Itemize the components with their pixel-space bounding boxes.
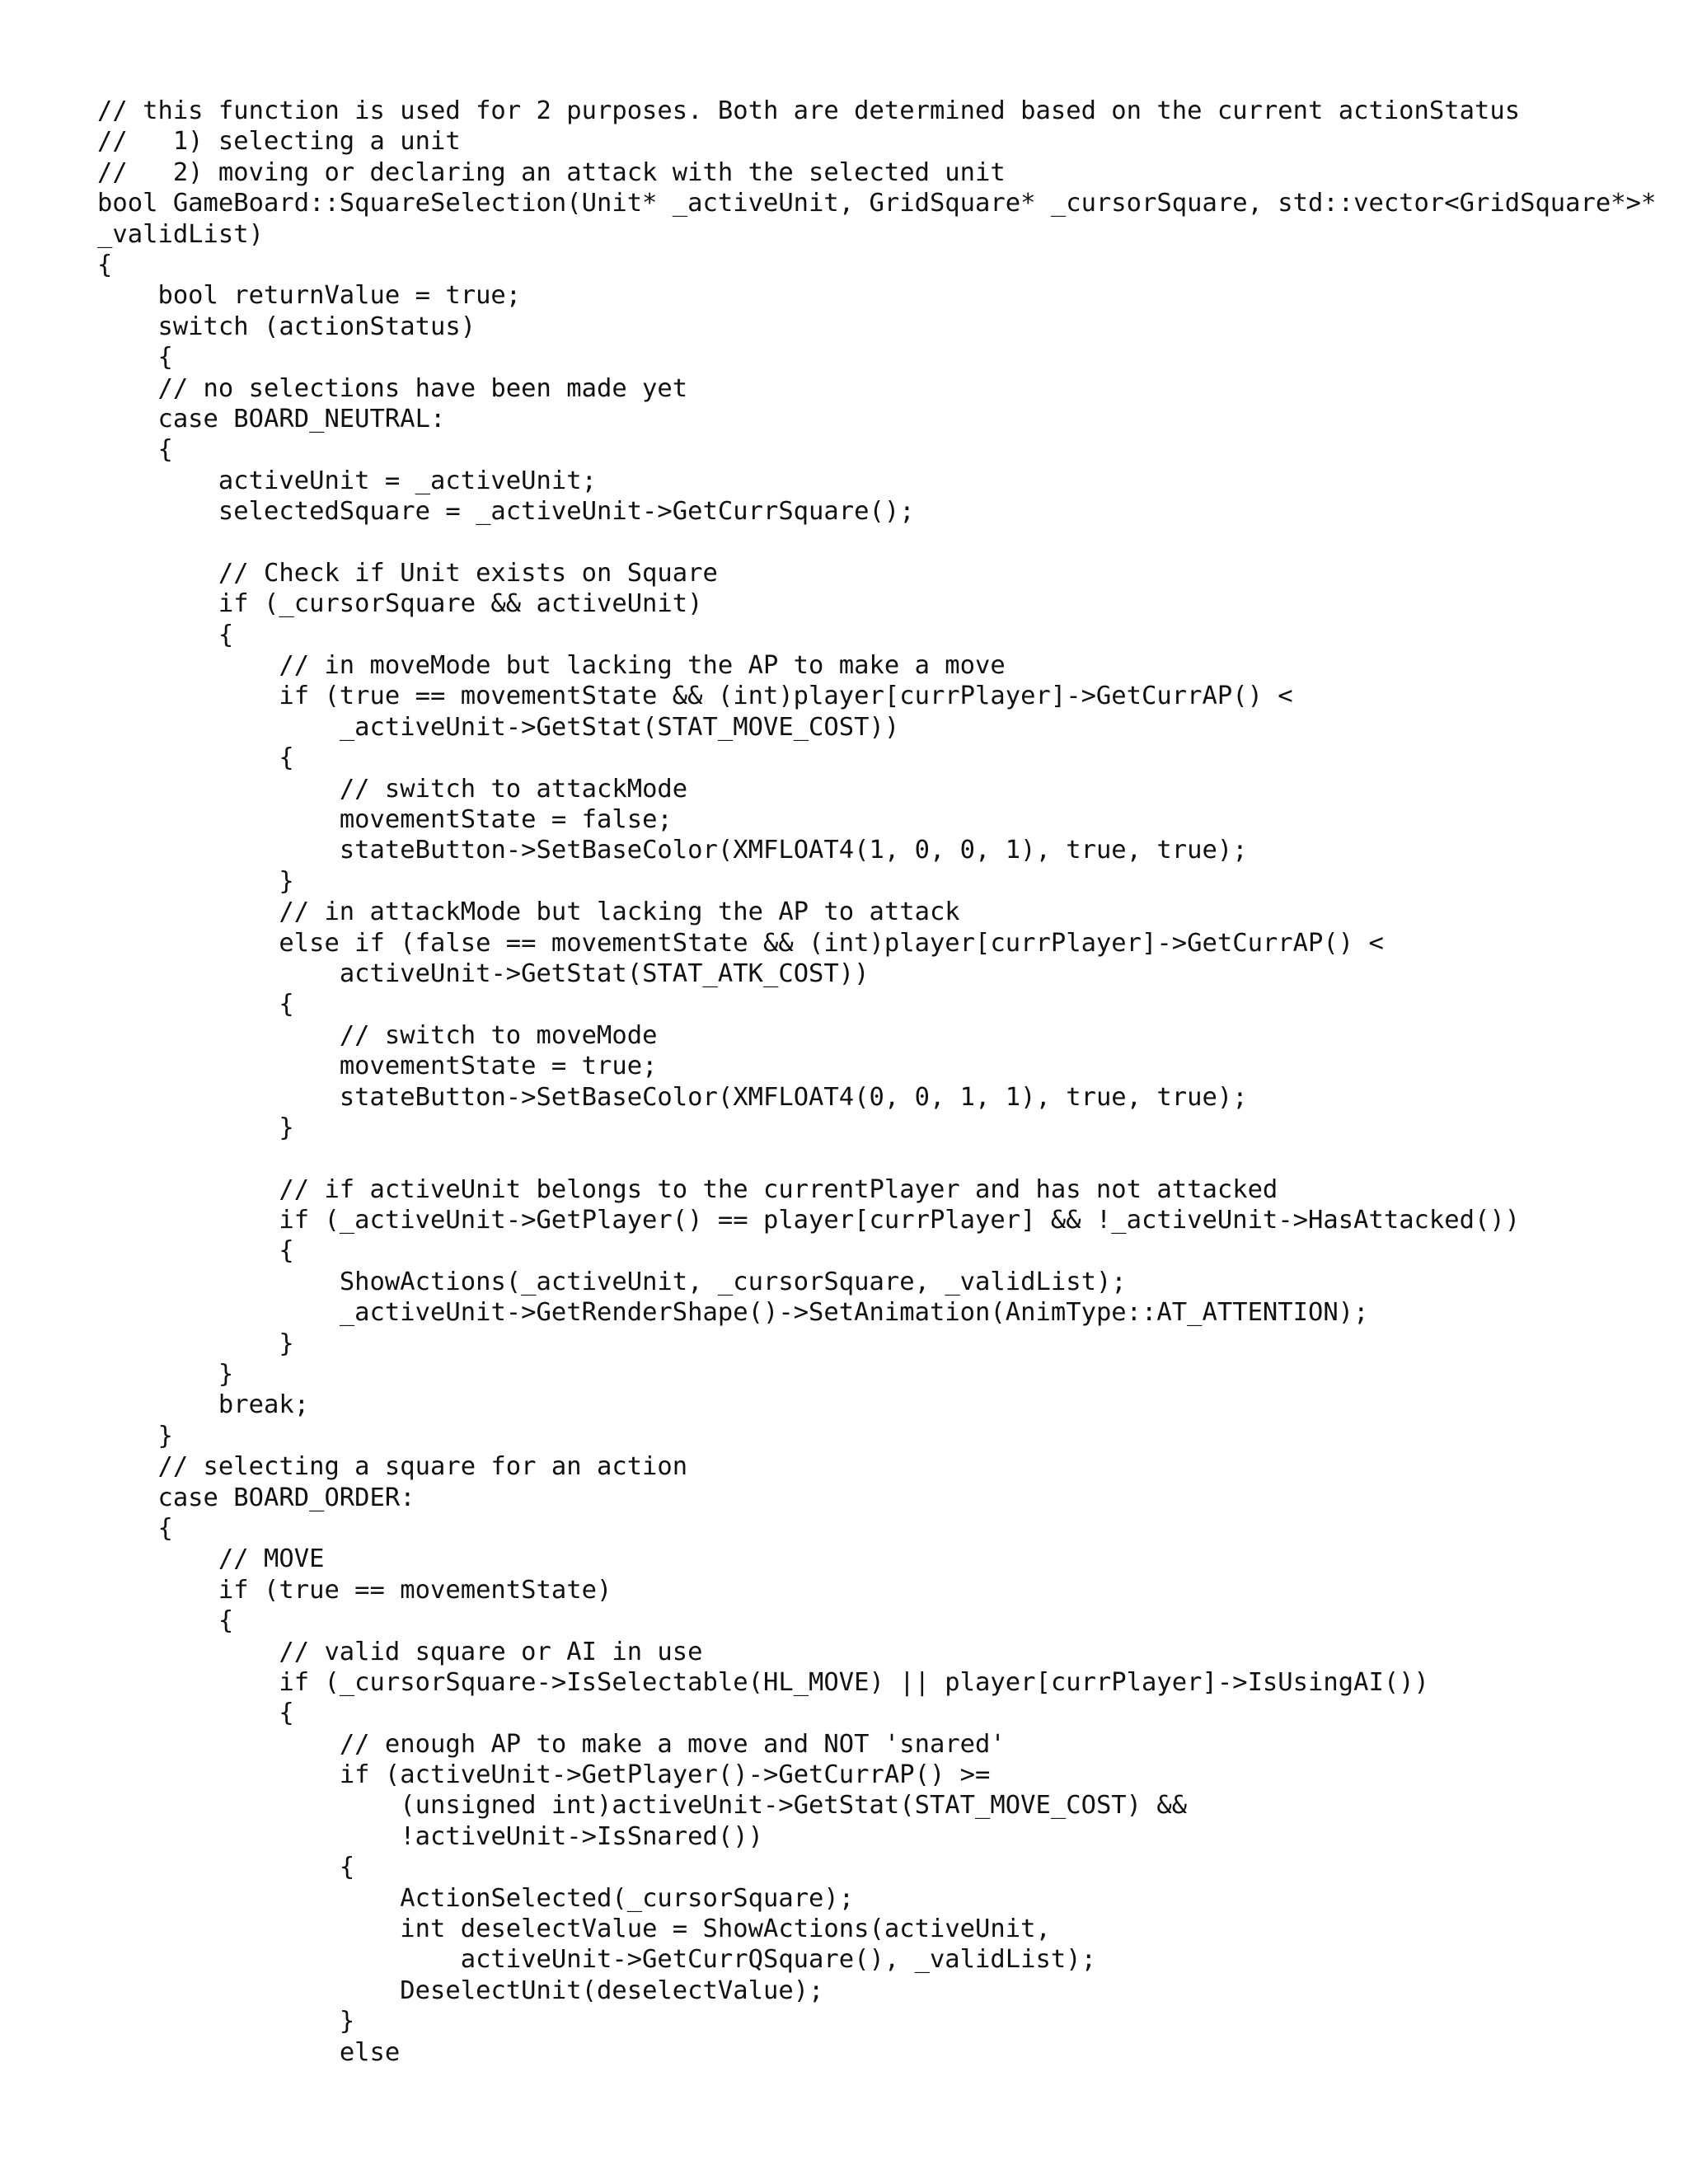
code-line: if (activeUnit->GetPlayer()->GetCurrAP() >= <box>97 1760 991 1790</box>
code-line: { <box>97 1699 294 1728</box>
code-line: stateButton->SetBaseColor(XMFLOAT4(0, 0, 1, 1), true, true); <box>97 1082 1248 1112</box>
code-line: // switch to moveMode <box>97 1020 658 1050</box>
code-line: _activeUnit->GetRenderShape()->SetAnimation(AnimType::AT_ATTENTION); <box>97 1298 1369 1328</box>
code-line: selectedSquare = _activeUnit->GetCurrSquare(); <box>97 497 915 527</box>
code-line: // MOVE <box>97 1544 325 1574</box>
code-line: break; <box>97 1390 310 1420</box>
code-line: { <box>97 990 294 1019</box>
code-line: bool GameBoard::SquareSelection(Unit* _activeUnit, GridSquare* _cursorSquare, std::vector<GridSquare*>* <box>97 189 1657 218</box>
code-line: if (_cursorSquare && activeUnit) <box>97 589 703 619</box>
code-line: DeselectUnit(deselectValue); <box>97 1975 824 2005</box>
code-line: { <box>97 435 173 465</box>
code-line: } <box>97 1329 294 1358</box>
code-line: // 1) selecting a unit <box>97 127 461 157</box>
code-line: !activeUnit->IsSnared()) <box>97 1821 763 1851</box>
code-line: movementState = false; <box>97 804 673 834</box>
code-line: stateButton->SetBaseColor(XMFLOAT4(1, 0, 0, 1), true, true); <box>97 836 1248 865</box>
code-line: { <box>97 343 173 373</box>
code-line: { <box>97 1606 234 1636</box>
code-line: else if (false == movementState && (int)player[currPlayer]->GetCurrAP() < <box>97 928 1384 958</box>
code-line: } <box>97 1360 234 1390</box>
code-line: // if activeUnit belongs to the currentPlayer and has not attacked <box>97 1174 1278 1204</box>
code-line: activeUnit = _activeUnit; <box>97 466 597 495</box>
code-line: else <box>97 2037 401 2067</box>
code-line: case BOARD_NEUTRAL: <box>97 404 446 434</box>
code-line: { <box>97 1513 173 1543</box>
code-line <box>97 527 1656 557</box>
code-line: { <box>97 250 113 279</box>
code-line: _validList) <box>97 219 264 249</box>
code-line: { <box>97 1853 355 1882</box>
code-line <box>97 1143 1656 1174</box>
code-line: (unsigned int)activeUnit->GetStat(STAT_MOVE_COST) && <box>97 1791 1188 1821</box>
code-line: // in attackMode but lacking the AP to attack <box>97 898 960 927</box>
code-line: // enough AP to make a move and NOT 'snared' <box>97 1729 1006 1759</box>
code-line: } <box>97 1113 294 1142</box>
code-line: // switch to attackMode <box>97 774 688 804</box>
code-line: { <box>97 1236 294 1266</box>
code-line: if (_cursorSquare->IsSelectable(HL_MOVE) || player[currPlayer]->IsUsingAI()) <box>97 1667 1429 1697</box>
code-line: activeUnit->GetStat(STAT_ATK_COST)) <box>97 958 870 988</box>
code-line: // valid square or AI in use <box>97 1637 703 1666</box>
code-line: // this function is used for 2 purposes. Both are determined based on the current actionStatus <box>97 96 1521 125</box>
code-line: ActionSelected(_cursorSquare); <box>97 1883 855 1913</box>
code-line: if (true == movementState) <box>97 1575 612 1605</box>
code-line: _activeUnit->GetStat(STAT_MOVE_COST)) <box>97 712 900 742</box>
code-line: } <box>97 2007 355 2036</box>
code-listing <box>97 96 1656 2068</box>
code-line: movementState = true; <box>97 1052 658 1081</box>
code-line: switch (actionStatus) <box>97 312 476 341</box>
code-line: // in moveMode but lacking the AP to make a move <box>97 651 1006 681</box>
code-line: if (_activeUnit->GetPlayer() == player[currPlayer] && !_activeUnit->HasAttacked()) <box>97 1206 1521 1235</box>
code-line: // no selections have been made yet <box>97 373 688 403</box>
code-line: int deselectValue = ShowActions(activeUnit, <box>97 1915 1051 1944</box>
code-line: if (true == movementState && (int)player[currPlayer]->GetCurrAP() < <box>97 682 1293 711</box>
code-line: } <box>97 866 294 896</box>
code-line: bool returnValue = true; <box>97 281 522 311</box>
code-line: ShowActions(_activeUnit, _cursorSquare, _validList); <box>97 1267 1127 1296</box>
code-line: // Check if Unit exists on Square <box>97 558 718 588</box>
code-line: { <box>97 743 294 773</box>
code-line: // selecting a square for an action <box>97 1452 688 1482</box>
code-line: { <box>97 620 234 649</box>
code-line: // 2) moving or declaring an attack with the selected unit <box>97 157 1006 187</box>
code-line: activeUnit->GetCurrQSquare(), _validList); <box>97 1945 1096 1975</box>
code-line: case BOARD_ORDER: <box>97 1483 415 1512</box>
code-line: } <box>97 1421 173 1451</box>
